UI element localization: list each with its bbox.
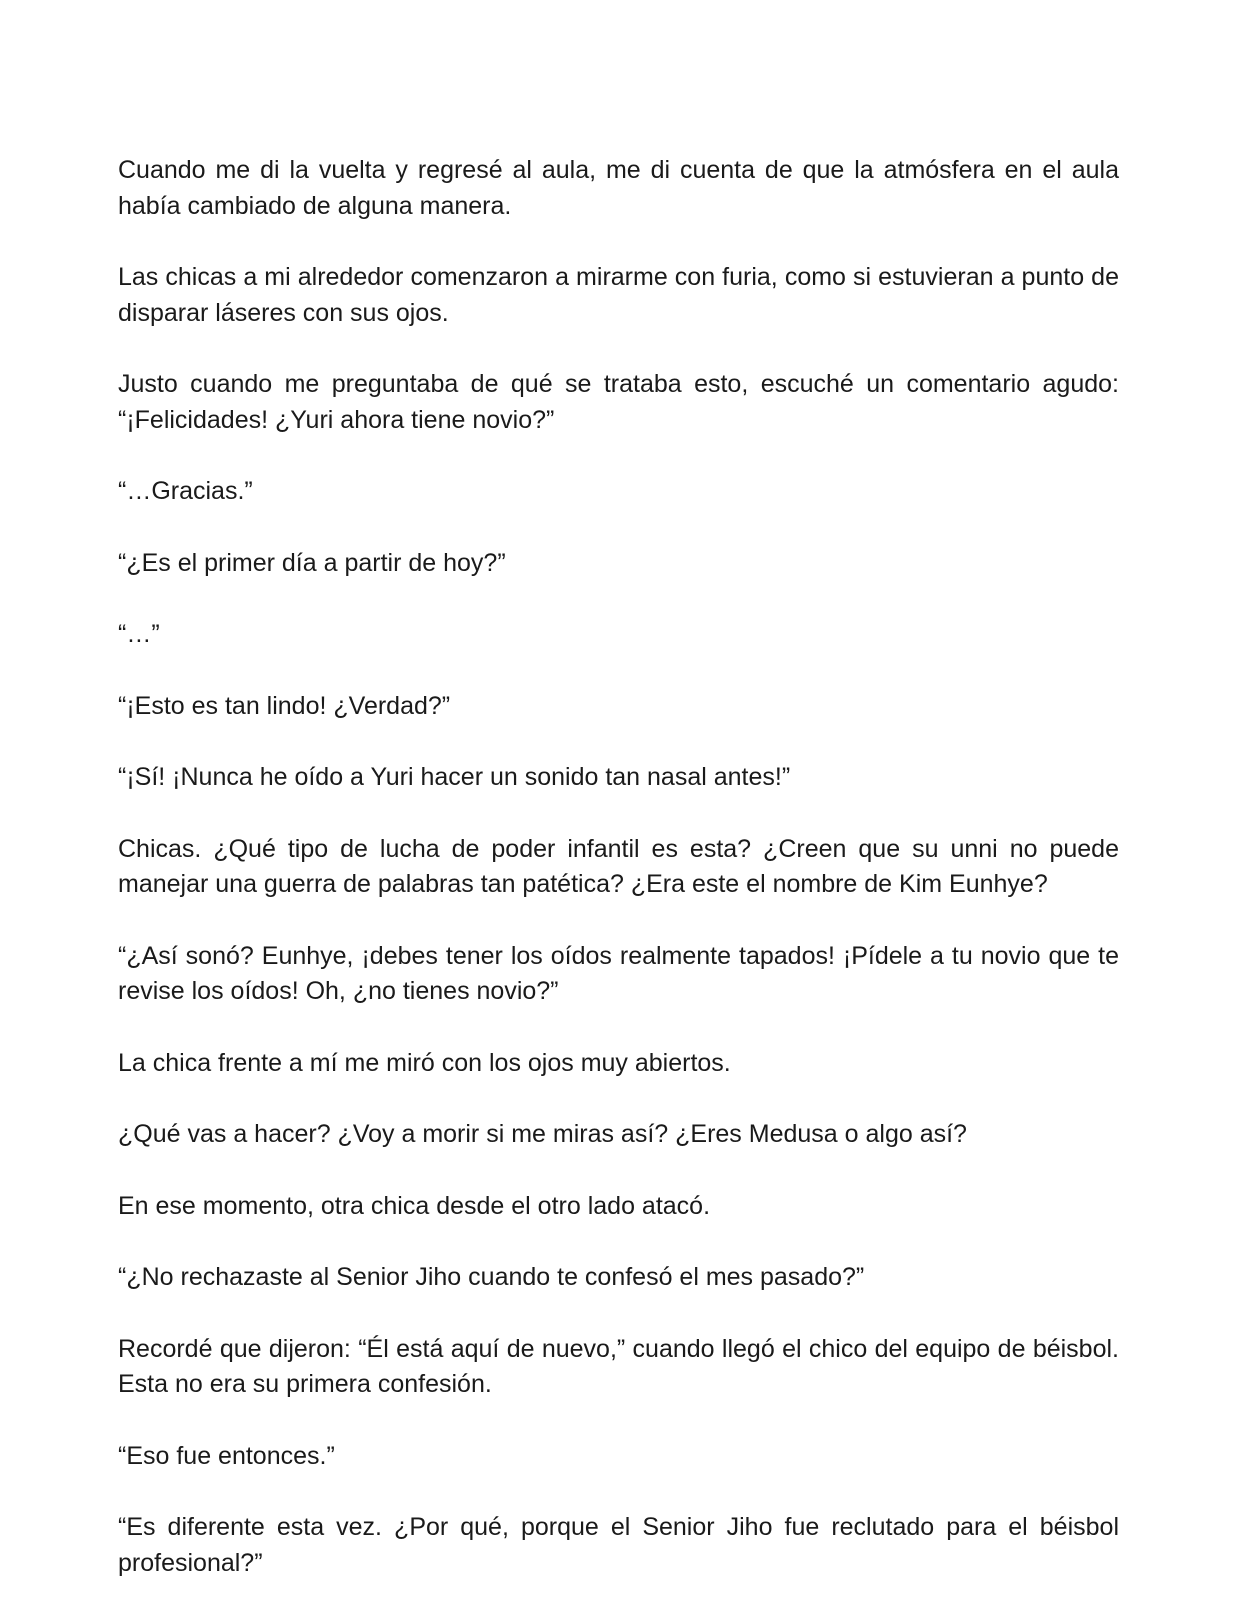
paragraph-16: “Eso fue entonces.” [118, 1441, 335, 1470]
paragraph-1: Cuando me di la vuelta y regresé al aula, me di cuenta de que la atmósfera en el aula había cambiado de alguna manera. [118, 156, 1119, 220]
paragraph-14: “¿No rechazaste al Senior Jiho cuando te confesó el mes pasado?” [118, 1263, 865, 1291]
paragraph-7: “¡Esto es tan lindo! ¿Verdad?” [118, 691, 451, 720]
paragraph-11: La chica frente a mí me miró con los ojos muy abiertos. [118, 1048, 731, 1077]
paragraph-6: “…” [118, 620, 160, 648]
paragraph-5: “¿Es el primer día a partir de hoy?” [118, 548, 506, 577]
paragraph-12: ¿Qué vas a hacer? ¿Voy a morir si me miras así? ¿Eres Medusa o algo así? [118, 1120, 967, 1148]
paragraph-13: En ese momento, otra chica desde el otro lado atacó. [118, 1191, 711, 1220]
paragraph-4: “…Gracias.” [118, 477, 253, 505]
paragraph-2: Las chicas a mi alrededor comenzaron a mirarme con furia, como si estuvieran a punto de disparar láseres con sus ojos. [118, 263, 1119, 327]
paragraph-15: Recordé que dijeron: “Él está aquí de nuevo,” cuando llegó el chico del equipo de béisbol. Esta no era su primera confesión. [118, 1334, 1119, 1398]
paragraph-8: “¡Sí! ¡Nunca he oído a Yuri hacer un sonido tan nasal antes!” [118, 763, 791, 791]
paragraph-17: “Es diferente esta vez. ¿Por qué, porque el Senior Jiho fue reclutado para el béisbol profesional?” [118, 1513, 1119, 1577]
paragraph-10: “¿Así sonó? Eunhye, ¡debes tener los oídos realmente tapados! ¡Pídele a tu novio que te revise los oídos! Oh, ¿no tienes novio?” [118, 941, 1119, 1005]
paragraph-3: Justo cuando me preguntaba de qué se trataba esto, escuché un comentario agudo: “¡Felicidades! ¿Yuri ahora tiene novio?” [118, 370, 1119, 434]
paragraph-9: Chicas. ¿Qué tipo de lucha de poder infantil es esta? ¿Creen que su unni no puede manejar una guerra de palabras tan patética? ¿Era este el nombre de Kim Eunhye? [118, 834, 1119, 898]
